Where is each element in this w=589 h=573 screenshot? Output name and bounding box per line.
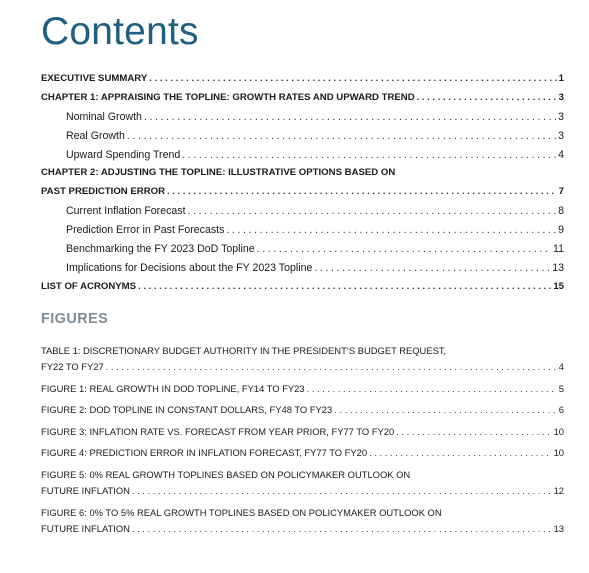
- figure-entry-page: 4: [558, 361, 564, 372]
- toc-entry-current-inflation-forecast[interactable]: [41, 202, 564, 221]
- figure-entry-label: FUTURE INFLATION: [41, 522, 130, 534]
- toc-entry-executive-summary[interactable]: [41, 70, 564, 89]
- toc-entry-label: Upward Spending Trend: [66, 148, 181, 161]
- toc-entry-label: PAST PREDICTION ERROR: [41, 186, 166, 198]
- figure-entry-table-1-line1[interactable]: [41, 343, 564, 359]
- toc-entry-nominal-growth[interactable]: [41, 108, 564, 127]
- toc-entry-page: 11: [553, 243, 564, 256]
- figure-entry-figure-2[interactable]: [41, 402, 564, 418]
- dot-leader: [417, 89, 557, 108]
- figure-entry-label: FUTURE INFLATION: [41, 484, 130, 496]
- dot-leader: [132, 483, 552, 499]
- figure-entry-page: 5: [558, 382, 564, 394]
- dot-leader: [106, 359, 557, 375]
- figure-entry-figure-3[interactable]: [41, 424, 564, 440]
- toc-entry-page: 9: [558, 224, 564, 237]
- dot-leader: [132, 521, 552, 537]
- toc-entry-real-growth[interactable]: [41, 127, 564, 146]
- dot-leader: [182, 146, 556, 165]
- toc-entry-page: 4: [558, 148, 564, 161]
- figure-entry-label: FIGURE 3: INFLATION RATE VS. FORECAST FROM YEAR PRIOR, FY77 TO FY20: [41, 425, 395, 437]
- figure-entry-label: FIGURE 6: 0% TO 5% REAL GROWTH TOPLINES BASED ON POLICYMAKER OUTLOOK ON: [41, 506, 442, 518]
- figure-entry-figure-6[interactable]: [41, 521, 564, 537]
- figure-entry-figure-1[interactable]: [41, 381, 564, 397]
- toc-entry-page: 1: [558, 73, 564, 84]
- dot-leader: [307, 381, 557, 397]
- toc-entry-label: CHAPTER 1: APPRAISING THE TOPLINE: GROWTH RATES AND UPWARD TREND: [41, 91, 415, 103]
- dot-leader: [149, 70, 556, 89]
- toc-entry-upward-spending-trend[interactable]: [41, 146, 564, 165]
- figures-heading: FIGURES: [41, 311, 109, 327]
- toc-entry-label: Benchmarking the FY 2023 DoD Topline: [66, 243, 255, 256]
- figure-entry-label: FIGURE 2: DOD TOPLINE IN CONSTANT DOLLARS, FY48 TO FY23: [41, 404, 333, 416]
- dot-leader: [314, 259, 550, 278]
- dot-leader: [188, 202, 557, 221]
- figure-entry-label: FY22 TO FY27: [41, 361, 104, 372]
- toc-entry-chapter-1[interactable]: [41, 89, 564, 108]
- toc-entry-page: 15: [553, 280, 564, 292]
- figure-entry-page: 12: [553, 484, 564, 496]
- toc-entry-page: 3: [558, 91, 564, 103]
- toc-entry-prediction-error[interactable]: [41, 221, 564, 240]
- toc-entry-page: 3: [558, 129, 564, 142]
- toc-entry-chapter-2-line1[interactable]: [41, 164, 564, 183]
- dot-leader: [144, 108, 556, 127]
- figure-entry-figure-5[interactable]: [41, 483, 564, 499]
- toc-entry-list-of-acronyms[interactable]: [41, 278, 564, 297]
- toc-entry-label: Current Inflation Forecast: [66, 205, 186, 218]
- dot-leader: [167, 183, 557, 202]
- dot-leader: [257, 240, 551, 259]
- figure-entry-label: FIGURE 5: 0% REAL GROWTH TOPLINES BASED ON POLICYMAKER OUTLOOK ON: [41, 468, 411, 480]
- toc-entry-chapter-2[interactable]: [41, 183, 564, 202]
- toc-entry-label: Nominal Growth: [66, 110, 142, 123]
- toc-entry-label: CHAPTER 2: ADJUSTING THE TOPLINE: ILLUSTRATIVE OPTIONS BASED ON: [41, 167, 396, 179]
- figure-entry-label: FIGURE 1: REAL GROWTH IN DOD TOPLINE, FY14 TO FY23: [41, 382, 305, 394]
- dot-leader: [226, 221, 556, 240]
- dot-leader: [138, 278, 551, 297]
- figure-entry-label: FIGURE 4: PREDICTION ERROR IN INFLATION FORECAST, FY77 TO FY20: [41, 447, 368, 459]
- table-of-contents: [41, 70, 564, 297]
- toc-entry-page: 7: [558, 186, 564, 198]
- dot-leader: [334, 402, 557, 418]
- dot-leader: [127, 127, 556, 146]
- toc-entry-implications[interactable]: [41, 259, 564, 278]
- figure-entry-figure-5-line1[interactable]: [41, 467, 564, 483]
- dot-leader: [396, 424, 551, 440]
- list-of-figures: [41, 343, 564, 537]
- figure-entry-page: 6: [558, 404, 564, 416]
- toc-entry-label: LIST OF ACRONYMS: [41, 280, 137, 292]
- toc-entry-page: 3: [558, 110, 564, 123]
- figure-entry-figure-6-line1[interactable]: [41, 505, 564, 521]
- figure-entry-page: 10: [553, 425, 564, 437]
- page-title: Contents: [41, 10, 199, 53]
- toc-entry-page: 13: [552, 261, 564, 274]
- figure-entry-page: 10: [553, 447, 564, 459]
- toc-entry-label: EXECUTIVE SUMMARY: [41, 73, 148, 84]
- figure-entry-table-1[interactable]: [41, 359, 564, 375]
- figure-entry-page: 13: [553, 522, 564, 534]
- toc-entry-benchmarking[interactable]: [41, 240, 564, 259]
- dot-leader: [369, 445, 551, 461]
- toc-entry-label: Real Growth: [66, 129, 125, 142]
- toc-entry-label: Prediction Error in Past Forecasts: [66, 224, 225, 237]
- toc-entry-page: 8: [558, 205, 564, 218]
- toc-entry-label: Implications for Decisions about the FY 2023 Topline: [66, 261, 313, 274]
- figure-entry-figure-4[interactable]: [41, 445, 564, 461]
- figure-entry-label: TABLE 1: DISCRETIONARY BUDGET AUTHORITY IN THE PRESIDENT’S BUDGET REQUEST,: [41, 345, 447, 356]
